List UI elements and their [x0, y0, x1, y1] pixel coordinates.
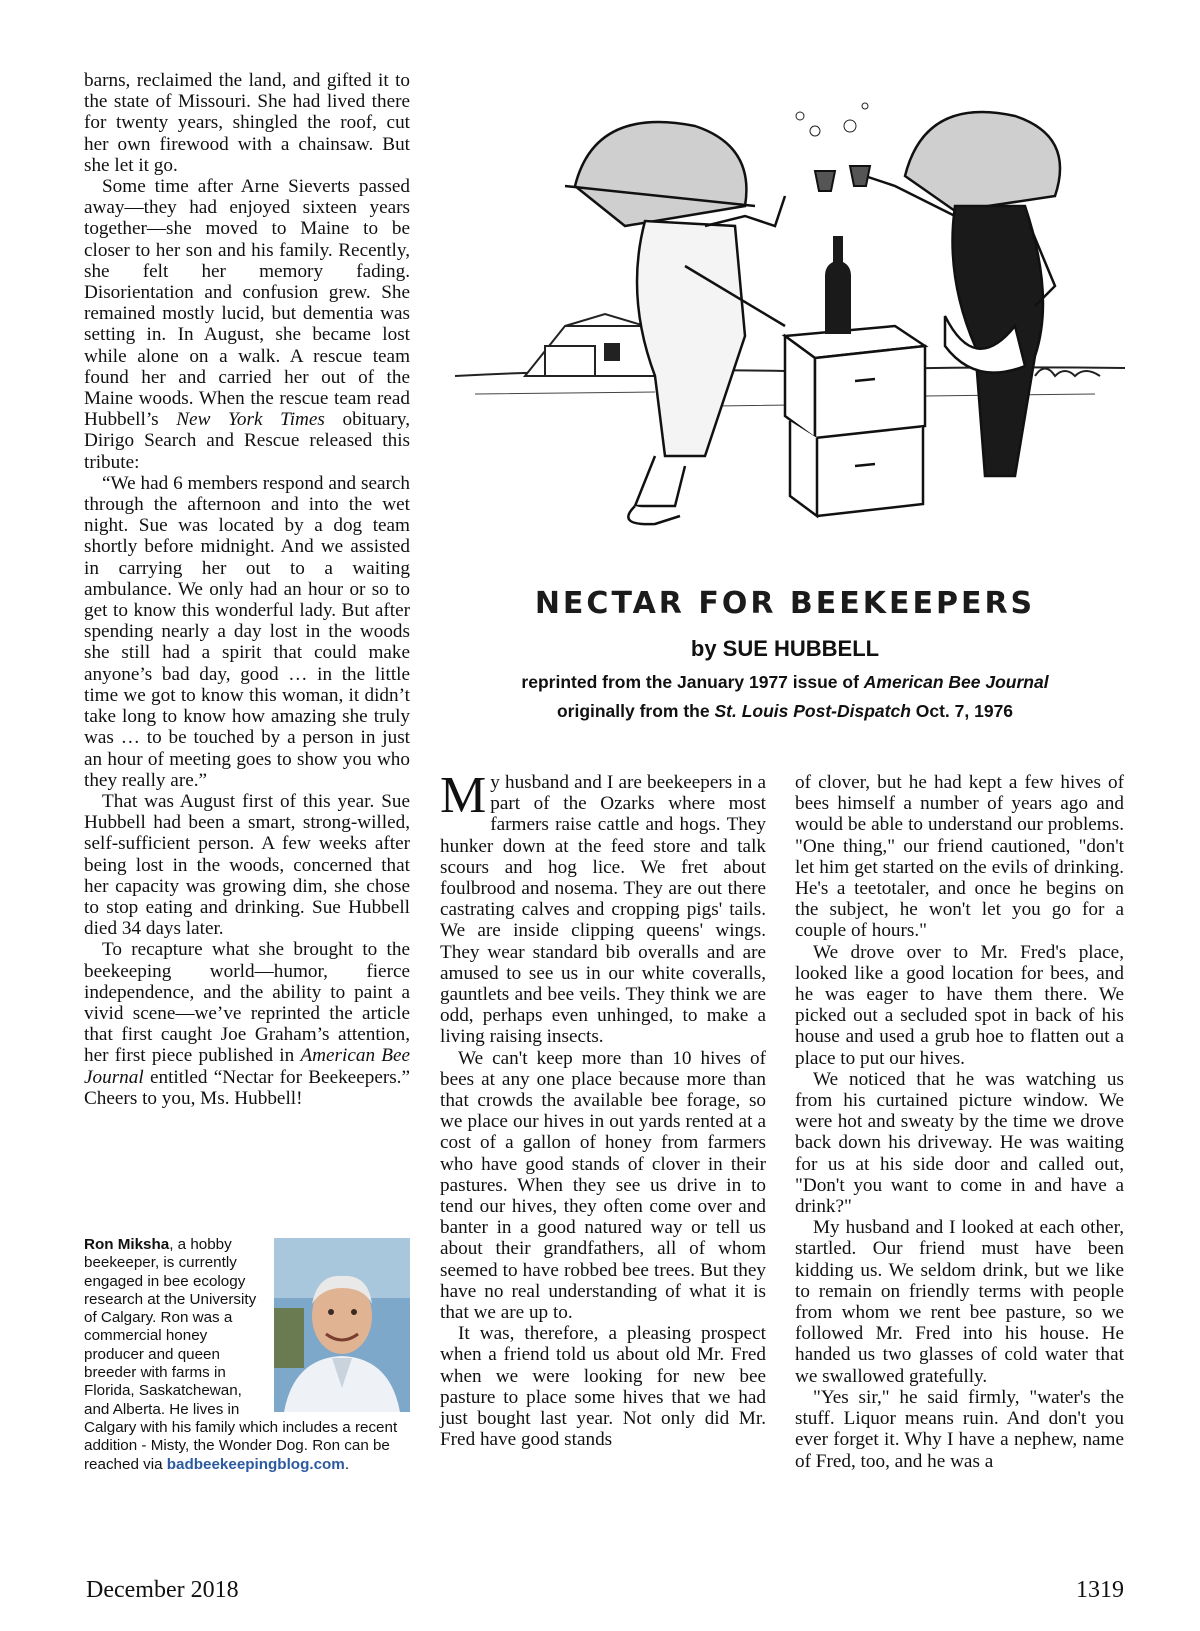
bee-hives [785, 326, 925, 516]
paragraph: We noticed that he was watching us from his curtained picture window. We were hot and sweaty by the time we drove back down his driveway. He was waiting for us at his side door and called out, "Don't you want to come in and have a drink?" [795, 1068, 1124, 1218]
left-beekeeper [565, 122, 785, 524]
paragraph: of clover, but he had kept a few hives of bees himself a number of years ago and would be able to understand our problems. "One thing," our friend cautioned, "don't let him get started on the evils of drinking. He's a teetotaler, and once he begins on the subject, he won't let you go for a couple of hours." [795, 772, 1124, 942]
toasting-glasses [815, 166, 870, 191]
paragraph: That was August first of this year. Sue Hubbell had been a smart, strong-willed, self-sufficient person. A few weeks after being lost in the woods, concerned that her capacity was growing dim, she chose to stop eating and drinking. Sue Hubbell died 34 days later. [84, 790, 410, 940]
paragraph: barns, reclaimed the land, and gifted it to the state of Missouri. She had lived there for twenty years, shingled the roof, cut her own firewood with a chainsaw. But she let it go. [84, 70, 410, 176]
bubbles [796, 103, 868, 136]
artist-signature [1035, 369, 1100, 377]
quote-paragraph: “We had 6 members respond and search through the afternoon and into the wet night. Sue was located by a dog team shortly before midnight. And we assisted in carrying her out to a waiting ambulance. We only had an hour or so to get to know this wonderful lady. But after spending nearly a day lost in the woods she still had a spirit that could make anyone’s bad day, good … in the little time we got to know this woman, it didn’t take long to know how amazing she truly was … to be touched by a person in just an hour of meeting goes to show you who they really are.” [84, 472, 410, 791]
article-column-2 [795, 772, 1124, 1472]
blog-link[interactable]: badbeekeepingblog.com [166, 1455, 345, 1473]
paragraph: It was, therefore, a pleasing prospect when a friend told us about old Mr. Fred when we were looking for new bee pasture to place some hives that we had just bought last year. Not only did Mr. Fred have good stands [440, 1323, 766, 1451]
cartoon-illustration [455, 76, 1125, 576]
paragraph: To recapture what she brought to the beekeeping world—humor, fierce independence, and the ability to paint a vivid scene—we’ve reprinted the article that first caught Joe Graham’s attention, her first piece published in American Bee Journal entitled “Nectar for Beekeepers.” Cheers to you, Ms. Hubbell! [84, 939, 410, 1109]
origin-credit: originally from the St. Louis Post-Dispatch Oct. 7, 1976 [556, 701, 1014, 721]
drop-cap: M [440, 767, 487, 824]
paragraph: We can't keep more than 10 hives of bees at any one place because more than that crowds the available bee forage, so we place our hives in out yards rented at a cost of a gallon of honey from farmers who have good stands of clover in their pastures. When they see us drive in to tend our hives, they often come over and banter in a good natured way or tell us about their grandfathers, all of whom seemed to have robbed bee trees. But they have no real understanding of what it is that we are up to. [440, 1047, 766, 1324]
author-bio: Ron Miksha, a hobby beekeeper, is currently engaged in bee ecology research at the University of Calgary. Ron was a commercial honey producer and queen breeder with farms in Florida, Saskatchewan, and Alberta. He lives in Calgary with his family which includes a recent addition - Misty, the Wonder Dog. Ron can be reached via badbeekeepingblog.com. [84, 1236, 410, 1474]
reprint-credit: reprinted from the January 1977 issue of American Bee Journal [521, 672, 1049, 692]
issue-date: December 2018 [86, 1577, 239, 1603]
paragraph: My husband and I looked at each other, startled. Our friend must have been kidding us. We seldom drink, but we like to remain on friendly terms with people from whom we rent bee pasture, so we followed Mr. Fred into his house. He handed us two glasses of cold water that we swallowed gratefully. [795, 1217, 1124, 1387]
paragraph: My husband and I are beekeepers in a part of the Ozarks where most farmers raise cattle and hogs. They hunker down at the feed store and talk scours and hog lice. We fret about foulbrood and nosema. They are out there castrating calves and cropping pigs' tails. We are inside clipping queens' wings. They wear standard bib overalls and are amused to see us in our white coveralls, gauntlets and bee veils. They think we are odd, perhaps even unhinged, to make a living raising insects. [440, 767, 766, 1048]
article-title: NECTAR FOR BEEKEEPERS [534, 586, 1036, 621]
article-byline: by SUE HUBBELL [690, 636, 880, 661]
paragraph: Some time after Arne Sieverts passed away—they had enjoyed sixteen years together—she moved to Maine to be closer to her son and his family. Recently, she felt her memory fading. Disorientation and confusion grew. She remained mostly lucid, but dementia was setting in. In August, she became lost while alone on a walk. A rescue team found her and carried her out of the Maine woods. When the rescue team read Hubbell’s New York Times obituary, Dirigo Search and Rescue released this tribute: [84, 176, 410, 473]
page-number: 1319 [1076, 1577, 1124, 1603]
left-column [84, 70, 410, 1109]
author-name: Ron Miksha [84, 1236, 170, 1253]
paragraph: We drove over to Mr. Fred's place, looked like a good location for bees, and he was eager to have them there. We picked out a secluded spot in back of his house and used a grub hoe to flatten out a place to put our hives. [795, 941, 1124, 1069]
wine-bottle [825, 236, 851, 334]
author-photo [274, 1238, 410, 1412]
paragraph: "Yes sir," he said firmly, "water's the stuff. Liquor means ruin. And don't you ever forget it. Why I have a nephew, name of Fred, too, and he was a [795, 1386, 1124, 1472]
bio-text: , a hobby beekeeper, is currently engaged in bee ecology research at the University of Calgary. Ron was a commercial honey producer and queen breeder with farms in Florida, Saskatchewan, and Alberta. He lives in Calgary with his family which includes a recent addition - Misty, the Wonder Dog. Ron can be reached via [84, 1236, 398, 1473]
article-column-1 [440, 767, 766, 1451]
